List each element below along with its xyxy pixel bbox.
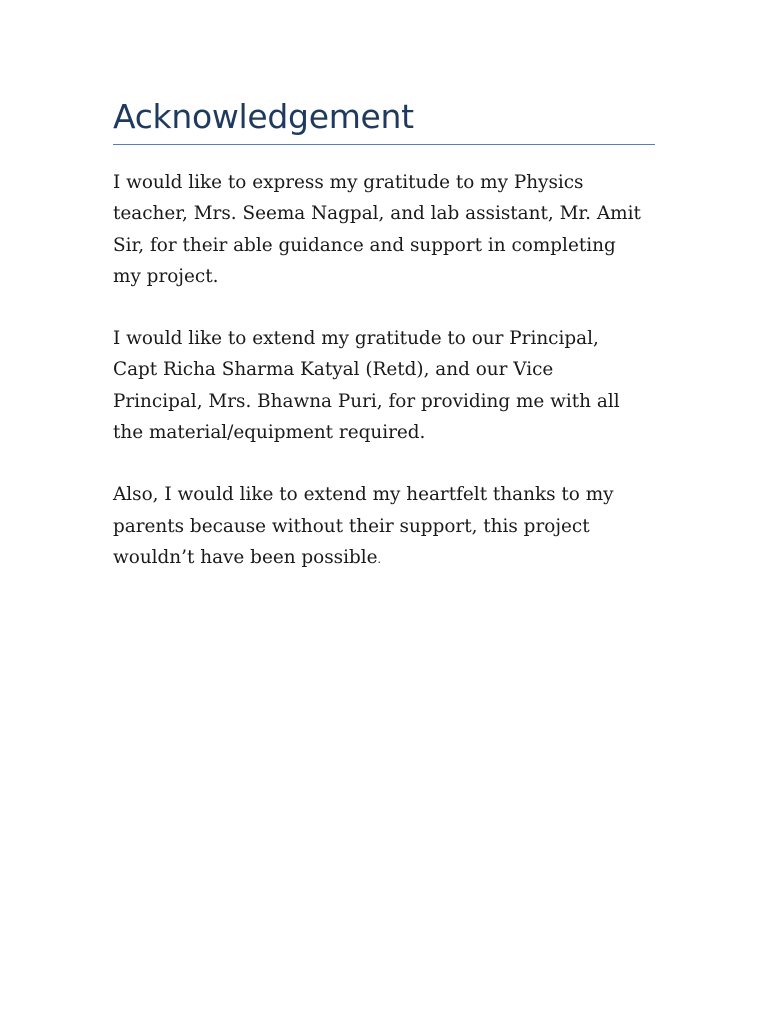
page-title: Acknowledgement <box>113 97 414 136</box>
text-line: Sir, for their able guidance and support in completing <box>113 234 616 256</box>
paragraph-principal <box>113 323 655 448</box>
text-line: Also, I would like to extend my heartfelt thanks to my <box>113 484 614 506</box>
paragraph-teachers <box>113 167 655 292</box>
last-line-text: wouldn’t have been possible <box>113 546 378 568</box>
text-line: Capt Richa Sharma Katyal (Retd), and our Vice <box>113 359 554 381</box>
text-line: parents because without their support, this project <box>113 515 590 537</box>
document-body <box>113 92 655 606</box>
title-underline <box>113 144 655 145</box>
final-period: . <box>377 552 382 566</box>
text-line: the material/equipment required. <box>113 422 426 444</box>
text-line: I would like to extend my gratitude to our Principal, <box>113 328 599 350</box>
text-line: my project. <box>113 265 219 287</box>
text-line-last <box>113 542 655 575</box>
text-line: Principal, Mrs. Bhawna Puri, for providing me with all <box>113 390 620 412</box>
paragraph-parents <box>113 479 655 575</box>
text-line: I would like to express my gratitude to my Physics <box>113 172 584 193</box>
text-line: teacher, Mrs. Seema Nagpal, and lab assistant, Mr. Amit <box>113 203 641 225</box>
